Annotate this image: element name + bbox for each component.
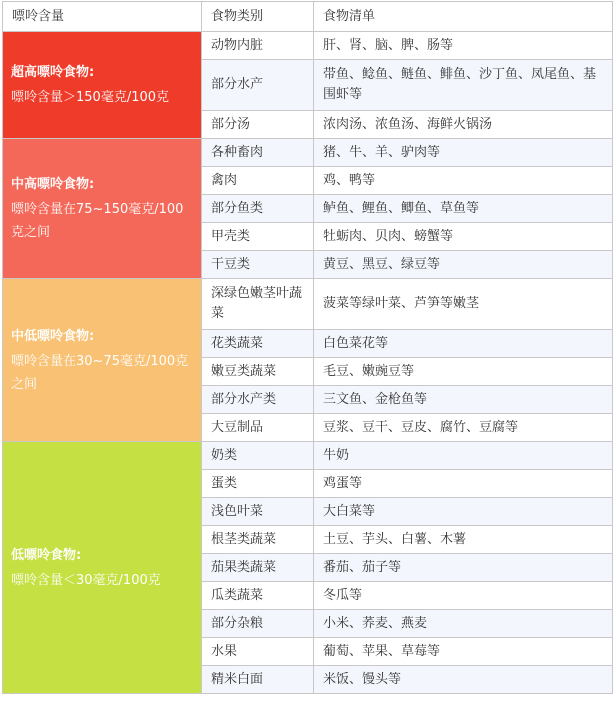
header-food-list: 食物清单 (314, 2, 613, 32)
purine-level-range: 嘌呤含量在75~150毫克/100克之间 (11, 202, 184, 240)
purine-level-title: 超高嘌呤食物: (11, 65, 95, 80)
purine-level-title: 中高嘌呤食物: (11, 177, 95, 192)
purine-level-cell (3, 32, 202, 139)
food-category-cell: 动物内脏 (202, 32, 314, 60)
food-list-cell: 猪、牛、羊、驴肉等 (314, 139, 613, 167)
food-list-cell: 带鱼、鲶鱼、鲢鱼、鲱鱼、沙丁鱼、凤尾鱼、基围虾等 (314, 60, 613, 111)
food-category-cell: 深绿色嫩茎叶蔬菜 (202, 279, 314, 330)
purine-level-cell (3, 442, 202, 694)
purine-level-title: 低嘌呤食物: (11, 547, 82, 563)
table-body (3, 32, 613, 694)
food-category-cell: 部分水产类 (202, 386, 314, 414)
food-list-cell: 鲈鱼、鲤鱼、鲫鱼、草鱼等 (314, 195, 613, 223)
food-list-cell: 黄豆、黑豆、绿豆等 (314, 251, 613, 279)
header-food-category: 食物类别 (202, 2, 314, 32)
food-category-cell: 各种畜肉 (202, 139, 314, 167)
purine-level-range: 嘌呤含量＞150毫克/100克 (11, 90, 170, 105)
purine-food-table (2, 1, 613, 694)
food-category-cell: 瓜类蔬菜 (202, 582, 314, 610)
purine-level-range: 嘌呤含量＜30毫克/100克 (11, 572, 161, 588)
food-list-cell: 米饭、馒头等 (314, 666, 613, 694)
header-row (3, 2, 613, 32)
food-category-cell: 干豆类 (202, 251, 314, 279)
purine-level-title: 中低嘌呤食物: (11, 328, 95, 344)
food-list-cell: 大白菜等 (314, 498, 613, 526)
header-purine-level: 嘌呤含量 (3, 2, 202, 32)
food-category-cell: 蛋类 (202, 470, 314, 498)
food-list-cell: 小米、荞麦、燕麦 (314, 610, 613, 638)
food-category-cell: 部分鱼类 (202, 195, 314, 223)
food-category-cell: 大豆制品 (202, 414, 314, 442)
food-category-cell: 根茎类蔬菜 (202, 526, 314, 554)
food-list-cell: 三文鱼、金枪鱼等 (314, 386, 613, 414)
food-list-cell: 豆浆、豆干、豆皮、腐竹、豆腐等 (314, 414, 613, 442)
food-category-cell: 奶类 (202, 442, 314, 470)
table-row (3, 279, 613, 330)
food-category-cell: 水果 (202, 638, 314, 666)
food-list-cell: 毛豆、嫩豌豆等 (314, 358, 613, 386)
food-category-cell: 花类蔬菜 (202, 330, 314, 358)
food-category-cell: 甲壳类 (202, 223, 314, 251)
food-list-cell: 鸡蛋等 (314, 470, 613, 498)
food-category-cell: 部分水产 (202, 60, 314, 111)
food-category-cell: 部分杂粮 (202, 610, 314, 638)
purine-level-cell (3, 279, 202, 442)
food-category-cell: 浅色叶菜 (202, 498, 314, 526)
food-list-cell: 鸡、鸭等 (314, 167, 613, 195)
food-list-cell: 浓肉汤、浓鱼汤、海鲜火锅汤 (314, 111, 613, 139)
food-list-cell: 土豆、芋头、白薯、木薯 (314, 526, 613, 554)
food-list-cell: 牡蛎肉、贝肉、螃蟹等 (314, 223, 613, 251)
food-list-cell: 番茄、茄子等 (314, 554, 613, 582)
food-list-cell: 菠菜等绿叶菜、芦笋等嫩茎 (314, 279, 613, 330)
food-list-cell: 白色菜花等 (314, 330, 613, 358)
table-row (3, 32, 613, 60)
table-row (3, 442, 613, 470)
food-category-cell: 禽肉 (202, 167, 314, 195)
food-category-cell: 茄果类蔬菜 (202, 554, 314, 582)
table-row (3, 139, 613, 167)
food-category-cell: 精米白面 (202, 666, 314, 694)
food-category-cell: 嫩豆类蔬菜 (202, 358, 314, 386)
food-category-cell: 部分汤 (202, 111, 314, 139)
purine-level-cell (3, 139, 202, 279)
food-list-cell: 冬瓜等 (314, 582, 613, 610)
purine-level-range: 嘌呤含量在30~75毫克/100克之间 (11, 353, 189, 392)
food-list-cell: 肝、肾、脑、脾、肠等 (314, 32, 613, 60)
food-list-cell: 牛奶 (314, 442, 613, 470)
food-list-cell: 葡萄、苹果、草莓等 (314, 638, 613, 666)
